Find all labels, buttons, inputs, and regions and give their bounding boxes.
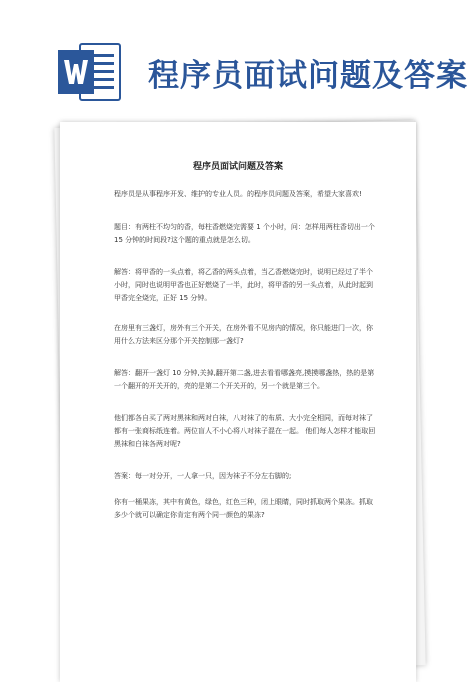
paragraph-question-2: 在房里有三盏灯，房外有三个开关，在房外看不见房内的情况，你只能进门一次，你用什么方法来区分那个开关控制那一盏灯?	[114, 324, 373, 345]
paragraph-question-4: 你有一桶果冻，其中有黄色，绿色，红色三种，闭上眼睛，同时抓取两个果冻。抓取多少个就可以确定你肯定有两个同一颜色的果冻?	[114, 498, 373, 519]
paragraph-answer-2: 解答：翻开一盏灯 10 分钟,关掉,翻开第二盏,进去看看哪盏亮,摸摸哪盏热，热的是第一个翻开的开关开的，亮的是第二个开关开的，另一个就是第三个。	[114, 369, 375, 390]
document-page	[60, 122, 416, 682]
paragraph-question-1: 题目：有两柱不均匀的香，每柱香燃烧完需要 1 个小时，问：怎样用两柱香切出一个 15 分钟的时间段?这个题的重点就是怎么切。	[114, 223, 375, 244]
document-title: 程序员面试问题及答案	[192, 162, 283, 172]
header-banner	[0, 0, 474, 118]
word-document-icon	[58, 42, 122, 102]
paragraph-answer-1: 解答：将甲香的一头点着，将乙香的两头点着，当乙香燃烧完时，说明已经过了半个小时，同时也说明甲香也正好燃烧了一半，此时，将甲香的另一头点着，从此时起到甲香完全烧完，正好 15 分钟。	[114, 268, 373, 302]
paragraph-intro: 程序员是从事程序开发、维护的专业人员。的程序员问题及答案，希望大家喜欢!	[114, 190, 362, 198]
paragraph-question-3: 他们都各自买了两对黑袜和两对白袜，八对袜了的布质、大小完全相同，而每对袜了都有一张商标纸连着。两位盲人不小心将八对袜子混在一起。 他们每人怎样才能取回黑袜和白袜各两对呢?	[114, 414, 376, 448]
banner-title: 程序员面试问题及答案	[148, 58, 468, 94]
paragraph-answer-3: 答案：每一对分开，一人拿一只，因为袜子不分左右脚的;	[114, 472, 292, 480]
